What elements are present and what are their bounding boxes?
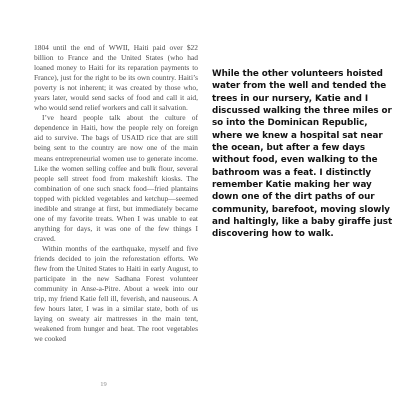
pull-quote: While the other volunteers hoisted water from the well and tended the trees in our nursery, Katie and I discussed walking the three miles or so into the Dominican Republic, where we knew a hospital sat near the ocean, but after a few days without food, even walking to the bathroom was a feat. I distinctly remember Katie making her way down one of the dirt paths of our community, barefoot, moving slowly and haltingly, like a baby giraffe just discovering how to walk. [212, 69, 393, 240]
page-number: 19 [100, 381, 107, 388]
paragraph-2: I’ve heard people talk about the culture of dependence in Haiti, how the people rely on foreign aid to survive. The bags of USAID rice that are still being sent to the country are now one of the main means entrepreneurial women use to generate income. Like the women selling coffee and bulk flour, several people sell street food from makeshift kiosks. The combination of one such snack food—fried plantains topped with pickled vegetables and ketchup—seemed inedible and strange at first, but immediately became one of my favorite treats. When I was unable to eat anything for days, it was one of the few things I craved. [34, 113, 198, 243]
paragraph-1: 1804 until the end of WWII, Haiti paid over $22 billion to France and the United States (who had loaned money to Haiti for its reparation payments to France), just for the right to be its own country. Haiti’s poverty is not inherent; it was created by those who, years later, would send sacks of food and call it aid, who would send relief workers and call it salvation. [34, 43, 198, 113]
body-text [34, 43, 198, 344]
paragraph-3: Within months of the earthquake, myself and five friends decided to join the reforestation efforts. We flew from the United States to Haiti in early August, to participate in the new Sadhana Forest volunteer community in Anse-a-Pitre. About a week into our trip, my friend Katie fell ill, feverish, and nauseous. A few hours later, I was in a similar state, both of us laying on sweaty air mattresses in the main tent, weakened from hunger and heat. The root vegetables we cooked [34, 243, 198, 344]
